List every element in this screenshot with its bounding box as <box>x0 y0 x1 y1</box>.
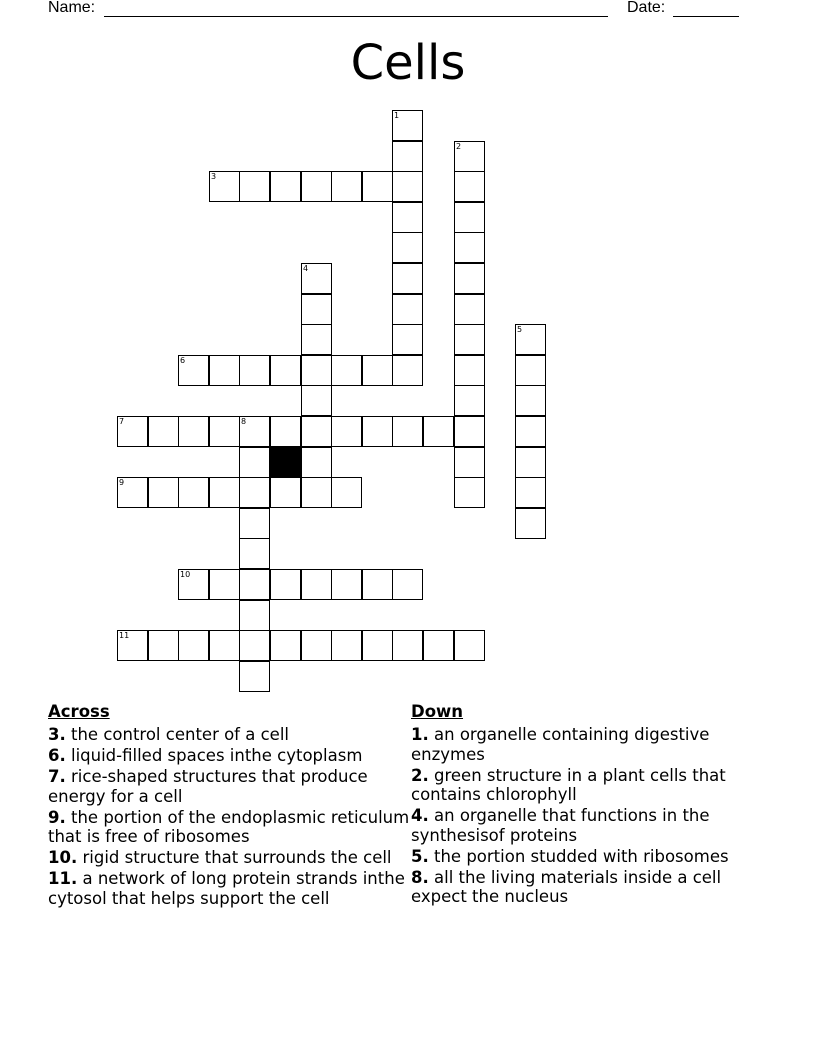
grid-cell[interactable] <box>515 324 546 355</box>
grid-cell[interactable] <box>331 569 362 600</box>
down-list <box>411 725 751 907</box>
grid-cell[interactable] <box>454 324 485 355</box>
grid-cell[interactable] <box>454 630 485 661</box>
clue-number: 7 <box>119 417 125 426</box>
down-heading: Down <box>411 702 464 721</box>
across-clue: 7. rice-shaped structures that produce energy for a cell <box>48 767 368 806</box>
grid-cell[interactable] <box>239 538 270 569</box>
across-list <box>48 725 410 908</box>
grid-cell[interactable] <box>331 416 362 447</box>
grid-cell[interactable] <box>301 630 332 661</box>
grid-cell[interactable] <box>331 477 362 508</box>
down-clue: 5. the portion studded with ribosomes <box>411 846 729 866</box>
grid-cell[interactable] <box>392 202 423 233</box>
grid-cell[interactable] <box>209 630 240 661</box>
grid-cell[interactable] <box>148 630 179 661</box>
grid-cell[interactable] <box>454 232 485 263</box>
grid-cell[interactable] <box>270 355 301 386</box>
grid-cell[interactable] <box>239 569 270 600</box>
down-clue: 4. an organelle that functions in the synthesisof proteins <box>411 806 710 845</box>
grid-cell[interactable] <box>301 447 332 478</box>
clue-number: 2 <box>456 142 462 151</box>
page-title: Cells <box>350 35 466 91</box>
grid-cell[interactable] <box>301 569 332 600</box>
clue-number: 11 <box>119 631 130 640</box>
grid-cell[interactable] <box>331 171 362 202</box>
grid-cell[interactable] <box>515 416 546 447</box>
grid-cell[interactable] <box>178 630 209 661</box>
date-line[interactable] <box>673 16 739 17</box>
grid-cell[interactable] <box>301 355 332 386</box>
clue-number: 9 <box>119 478 125 487</box>
grid-cell[interactable] <box>239 355 270 386</box>
grid-cell[interactable] <box>515 447 546 478</box>
grid-cell[interactable] <box>454 294 485 325</box>
across-clue: 11. a network of long protein strands inthe cytosol that helps support the cell <box>48 869 405 908</box>
grid-cell[interactable] <box>301 416 332 447</box>
header <box>0 0 816 22</box>
grid-cell[interactable] <box>362 355 393 386</box>
grid-cell[interactable] <box>148 416 179 447</box>
grid-cell[interactable] <box>270 477 301 508</box>
across-clues <box>48 702 410 910</box>
grid-cell[interactable] <box>209 171 240 202</box>
name-label: Name: <box>48 0 96 16</box>
grid-cell[interactable] <box>392 324 423 355</box>
grid-cell[interactable] <box>454 416 485 447</box>
clue-number: 6 <box>180 356 186 365</box>
grid-cell[interactable] <box>392 232 423 263</box>
grid-cell[interactable] <box>270 569 301 600</box>
across-clue: 6. liquid-filled spaces inthe cytoplasm <box>48 746 363 765</box>
grid-cell[interactable] <box>392 294 423 325</box>
grid-cell[interactable] <box>362 630 393 661</box>
grid-cell[interactable] <box>178 355 209 386</box>
grid-cell[interactable] <box>209 477 240 508</box>
grid-cell[interactable] <box>270 630 301 661</box>
grid-cell[interactable] <box>515 385 546 416</box>
grid-cell[interactable] <box>270 416 301 447</box>
grid-cell[interactable] <box>301 263 332 294</box>
grid-cell[interactable] <box>117 416 148 447</box>
grid-cell[interactable] <box>209 416 240 447</box>
grid-cell[interactable] <box>454 263 485 294</box>
grid-cell[interactable] <box>454 477 485 508</box>
black-cell <box>270 447 301 478</box>
grid-cell[interactable] <box>392 110 423 141</box>
grid-cell[interactable] <box>392 416 423 447</box>
grid-cell[interactable] <box>178 477 209 508</box>
grid-cell[interactable] <box>239 477 270 508</box>
grid-cell[interactable] <box>239 416 270 447</box>
grid-cell[interactable] <box>454 385 485 416</box>
clue-number: 8 <box>241 417 247 426</box>
grid-cell[interactable] <box>239 447 270 478</box>
grid-cell[interactable] <box>423 630 454 661</box>
name-line[interactable] <box>104 16 608 17</box>
grid-cell[interactable] <box>392 355 423 386</box>
grid-cell[interactable] <box>454 447 485 478</box>
grid-cell[interactable] <box>515 508 546 539</box>
grid-cell[interactable] <box>515 355 546 386</box>
grid-cell[interactable] <box>117 630 148 661</box>
grid-cell[interactable] <box>301 385 332 416</box>
grid-cell[interactable] <box>362 416 393 447</box>
down-clues <box>411 702 751 908</box>
clue-number: 3 <box>211 172 217 181</box>
grid-cell[interactable] <box>331 630 362 661</box>
grid-cell[interactable] <box>178 416 209 447</box>
grid-cell[interactable] <box>331 355 362 386</box>
grid-cell[interactable] <box>301 477 332 508</box>
grid-cell[interactable] <box>454 202 485 233</box>
grid-cell[interactable] <box>209 355 240 386</box>
across-clue: 3. the control center of a cell <box>48 725 289 744</box>
grid-cell[interactable] <box>301 294 332 325</box>
across-heading: Across <box>48 702 110 721</box>
clue-number: 10 <box>180 570 191 579</box>
grid-cell[interactable] <box>301 324 332 355</box>
grid-cell[interactable] <box>117 477 148 508</box>
grid-cell[interactable] <box>454 171 485 202</box>
grid-cell[interactable] <box>454 355 485 386</box>
grid-cell[interactable] <box>515 477 546 508</box>
grid-cell[interactable] <box>239 630 270 661</box>
grid-cell[interactable] <box>362 171 393 202</box>
grid-cell[interactable] <box>239 600 270 631</box>
down-clue: 2. green structure in a plant cells that contains chlorophyll <box>411 765 726 804</box>
grid-cell[interactable] <box>209 569 240 600</box>
grid-cell[interactable] <box>239 171 270 202</box>
grid-cell[interactable] <box>423 416 454 447</box>
across-clue: 10. rigid structure that surrounds the cell <box>48 848 392 867</box>
grid-cell[interactable] <box>239 508 270 539</box>
grid-cell[interactable] <box>392 171 423 202</box>
clue-number: 1 <box>394 111 400 120</box>
clue-number: 5 <box>517 325 523 334</box>
grid-cell[interactable] <box>362 569 393 600</box>
grid-cell[interactable] <box>392 141 423 172</box>
across-clue: 9. the portion of the endoplasmic reticulum that is free of ribosomes <box>48 807 410 846</box>
grid-cell[interactable] <box>270 171 301 202</box>
grid-cell[interactable] <box>392 630 423 661</box>
grid-cell[interactable] <box>148 477 179 508</box>
grid-cell[interactable] <box>301 171 332 202</box>
down-clue: 1. an organelle containing digestive enzymes <box>411 725 710 764</box>
grid-cell[interactable] <box>392 263 423 294</box>
date-label: Date: <box>627 0 666 16</box>
grid-cell[interactable] <box>239 661 270 692</box>
clue-number: 4 <box>303 264 309 273</box>
grid-cell[interactable] <box>178 569 209 600</box>
down-clue: 8. all the living materials inside a cell expect the nucleus <box>411 867 722 906</box>
grid-cell[interactable] <box>454 141 485 172</box>
grid-cell[interactable] <box>392 569 423 600</box>
